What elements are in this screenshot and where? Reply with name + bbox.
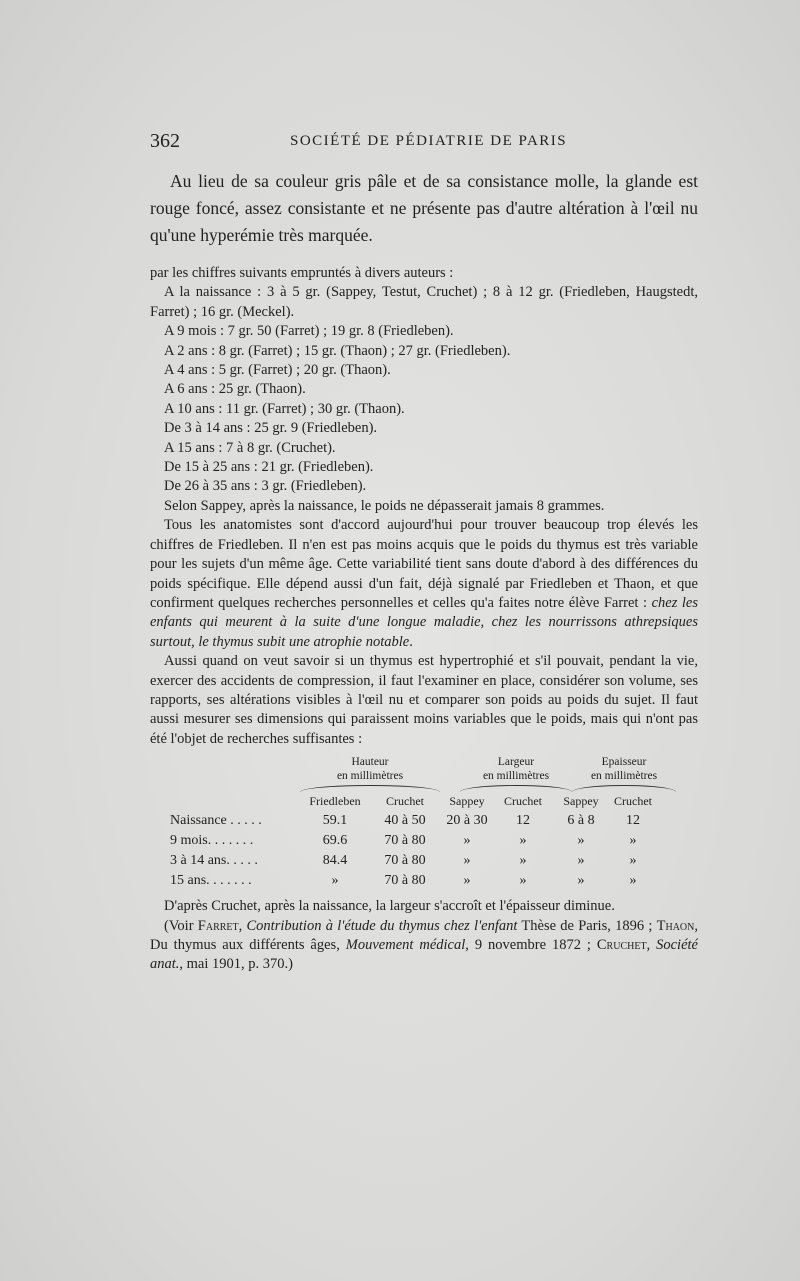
table-cell: 20 à 30 xyxy=(446,813,488,829)
table-cell: 70 à 80 xyxy=(384,853,426,869)
ref-author: Thaon xyxy=(656,917,695,934)
group-header-thickness xyxy=(572,755,676,792)
weight-entry: De 15 à 25 ans : 21 gr. (Friedleben). xyxy=(164,459,374,476)
table-cell: » xyxy=(519,853,527,869)
subheader: Cruchet xyxy=(386,794,424,809)
table-group-headers xyxy=(150,755,698,793)
brace-decoration xyxy=(460,785,572,792)
weight-entry: A la naissance : 3 à 5 gr. (Sappey, Testut, Cruchet) ; 8 à 12 gr. (Friedleben, Haugstedt, Farret) ; 16 gr. (Meckel). xyxy=(150,284,698,320)
table-cell: » xyxy=(463,833,471,849)
table-cell: 40 à 50 xyxy=(384,813,426,829)
weight-entry: De 26 à 35 ans : 3 gr. (Friedleben). xyxy=(164,478,367,495)
anatomists-text: Tous les anatomistes sont d'accord aujourd'hui pour trouver beaucoup trop élevés les chiffres de Friedleben. Il n'en est pas moins acquis que le poids du thymus est très variable pour les sujets d'un même âge. Cette variabilité tient sans doute d'abord à des différences du poids spécifique. Elle dépend aussi d'un fait, déjà signalé par Friedleben et Thaon, et que confirment quelques recherches personnelles et celles qu'a faites notre élève Farret : xyxy=(150,517,698,611)
ref-text: , xyxy=(646,936,657,953)
subheader: Sappey xyxy=(563,794,599,809)
group-header-line2: en millimètres xyxy=(336,770,404,783)
table-row xyxy=(150,851,698,871)
table-cell: » xyxy=(463,873,471,889)
table-cell: 84.4 xyxy=(322,853,348,869)
table-subheaders xyxy=(150,793,698,811)
small-print-section xyxy=(150,264,698,975)
row-label: 9 mois. . . . . . . xyxy=(170,833,254,849)
table-row xyxy=(150,871,698,891)
row-label: 3 à 14 ans. . . . . xyxy=(170,853,258,869)
row-label: Naissance . . . . . xyxy=(170,813,262,829)
anatomists-paragraph xyxy=(150,516,698,652)
ref-author: Cruchet xyxy=(596,936,647,953)
ref-text: , mai 1901, p. 370.) xyxy=(179,956,293,973)
brace-decoration xyxy=(572,785,676,792)
group-header-line2: en millimètres xyxy=(590,770,658,783)
table-cell: » xyxy=(629,873,637,889)
examine-paragraph: Aussi quand on veut savoir si un thymus est hypertrophié et s'il pouvait, pendant la vie, exercer des accidents de compression, il faut l'examiner en place, considérer son volume, ses rapports, ses altérations visibles à l'œil nu et comparer son poids au poids du sujet. Il faut aussi mesurer ses dimensions qui paraissent moins variables que le poids, mais qui n'ont pas été l'objet de recherches suffisantes : xyxy=(150,653,698,747)
brace-decoration xyxy=(300,785,440,792)
row-label: 15 ans. . . . . . . xyxy=(170,873,252,889)
group-header-line2: en millimètres xyxy=(482,770,550,783)
table-cell: 12 xyxy=(516,813,530,829)
table-cell: 6 à 8 xyxy=(567,813,595,829)
ref-title: Société anat. xyxy=(150,936,698,973)
dimensions-table xyxy=(150,755,698,891)
table-cell: » xyxy=(577,853,585,869)
intro-line: par les chiffres suivants empruntés à divers auteurs : xyxy=(150,265,454,281)
weight-entry: A 10 ans : 11 gr. (Farret) ; 30 gr. (Thaon). xyxy=(164,400,405,417)
lead-section xyxy=(150,168,698,249)
table-cell: 70 à 80 xyxy=(384,873,426,889)
ref-text: , 9 novembre 1872 ; xyxy=(465,936,597,953)
group-header-width xyxy=(460,755,572,792)
subheader: Cruchet xyxy=(614,794,652,809)
group-header-line1: Epaisseur xyxy=(601,756,647,769)
weight-entry: A 4 ans : 5 gr. (Farret) ; 20 gr. (Thaon). xyxy=(164,362,391,379)
table-cell: 12 xyxy=(626,813,640,829)
weight-entry: De 3 à 14 ans : 25 gr. 9 (Friedleben). xyxy=(164,420,378,437)
table-cell: » xyxy=(519,833,527,849)
group-header-height xyxy=(300,755,440,792)
running-title: SOCIÉTÉ DE PÉDIATRIE DE PARIS xyxy=(290,133,568,149)
subheader: Sappey xyxy=(449,794,485,809)
table-cell: » xyxy=(463,853,471,869)
table-row xyxy=(150,831,698,851)
group-header-line1: Largeur xyxy=(497,756,535,769)
ref-title: Contribution à l'étude du thymus chez l'enfant xyxy=(246,917,518,934)
table-cell: 69.6 xyxy=(322,833,348,849)
page-header xyxy=(150,130,700,154)
cruchet-paragraph: D'après Cruchet, après la naissance, la largeur s'accroît et l'épaisseur diminue. xyxy=(164,898,615,915)
references-paragraph: (Voir Farret, Contribution à l'étude du thymus chez l'enfant Thèse de Paris, 1896 ; Thaon, Du thymus aux différents âges, Mouvement médical, 9 novembre 1872 ; Cruchet, Société anat., mai 1901, p. 370.) xyxy=(150,917,698,973)
sappey-paragraph: Selon Sappey, après la naissance, le poids ne dépasserait jamais 8 grammes. xyxy=(164,497,605,514)
ref-text: , Du thymus aux différents âges, xyxy=(150,917,698,953)
table-cell: » xyxy=(629,853,637,869)
table-cell: » xyxy=(577,833,585,849)
anatomists-end: . xyxy=(409,633,413,650)
anatomists-italic: chez les enfants qui meurent à la suite d'une longue maladie, chez les nourrissons athrepsiques surtout, le thymus subit une atrophie notable xyxy=(150,594,698,650)
ref-open: (Voir xyxy=(164,917,198,934)
table-cell: 59.1 xyxy=(322,813,348,829)
ref-title: Mouvement médical xyxy=(345,936,466,953)
table-row xyxy=(150,811,698,831)
weight-entry: A 2 ans : 8 gr. (Farret) ; 15 gr. (Thaon) ; 27 gr. (Friedleben). xyxy=(164,342,511,359)
table-cell: » xyxy=(577,873,585,889)
table-cell: » xyxy=(519,873,527,889)
ref-text: Thèse de Paris, 1896 ; xyxy=(517,917,657,934)
subheader: Friedleben xyxy=(309,794,361,809)
ref-author: Farret xyxy=(197,917,239,934)
table-cell: » xyxy=(331,873,339,889)
group-header-line1: Hauteur xyxy=(351,756,389,769)
weight-entry: A 15 ans : 7 à 8 gr. (Cruchet). xyxy=(164,439,336,456)
weight-entry: A 9 mois : 7 gr. 50 (Farret) ; 19 gr. 8 (Friedleben). xyxy=(164,323,454,340)
lead-paragraph: Au lieu de sa couleur gris pâle et de sa consistance molle, la glande est rouge foncé, assez consistante et ne présente pas d'autre altération à l'œil nu qu'une hyperémie très marquée. xyxy=(150,171,698,245)
table-cell: » xyxy=(629,833,637,849)
page-number: 362 xyxy=(150,130,180,152)
weight-entry: A 6 ans : 25 gr. (Thaon). xyxy=(164,381,306,398)
subheader: Cruchet xyxy=(504,794,542,809)
table-cell: 70 à 80 xyxy=(384,833,426,849)
